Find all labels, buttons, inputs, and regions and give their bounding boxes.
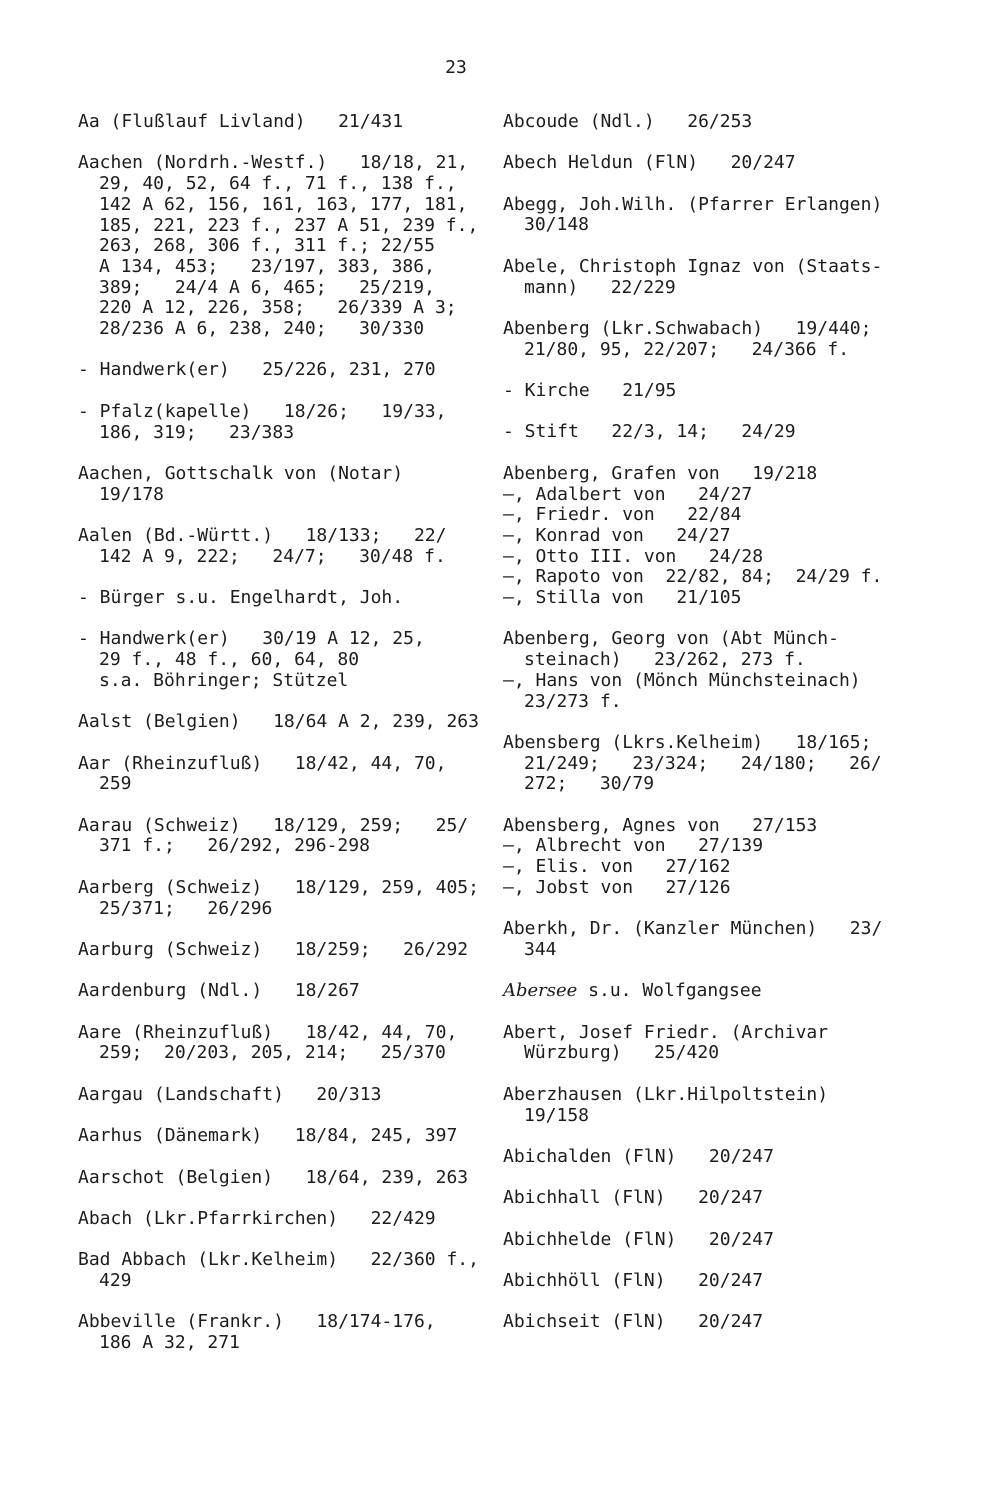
entry-line: - Kirche 21/95 — [503, 380, 677, 402]
entry-line: 19/178 — [99, 483, 165, 505]
entry-line: 21/80, 95, 22/207; 24/366 f. — [524, 338, 850, 360]
entry-line: - Handwerk(er) 25/226, 231, 270 — [78, 359, 436, 381]
index-entry — [78, 1085, 498, 1106]
index-entry — [78, 1250, 498, 1291]
entry-line: 186 A 32, 271 — [99, 1332, 240, 1354]
index-entry — [78, 402, 498, 443]
index-entry — [503, 1230, 923, 1251]
index-entry — [503, 1085, 923, 1126]
entry-line: - Stift 22/3, 14; 24/29 — [503, 421, 796, 443]
index-entry — [78, 1312, 498, 1353]
entry-line: 186, 319; 23/383 — [99, 421, 295, 443]
entry-line: —, Friedr. von 22/84 — [503, 504, 742, 526]
index-entry — [503, 1188, 923, 1209]
entry-line: Abichhöll (FlN) 20/247 — [503, 1270, 764, 1292]
entry-line: —, Hans von (Mönch Münchsteinach) — [503, 669, 861, 691]
entry-line: Würzburg) 25/420 — [524, 1042, 720, 1064]
entry-line: Abech Heldun (FlN) 20/247 — [503, 152, 796, 174]
entry-line: 29 f., 48 f., 60, 64, 80 — [99, 649, 360, 671]
index-entry — [78, 464, 498, 505]
entry-line: 21/249; 23/324; 24/180; 26/ — [524, 752, 882, 774]
index-entry — [503, 319, 923, 360]
entry-line: 272; 30/79 — [524, 773, 655, 795]
entry-line: Abach (Lkr.Pfarrkirchen) 22/429 — [78, 1207, 436, 1229]
index-entry — [78, 754, 498, 795]
entry-line: Aarburg (Schweiz) 18/259; 26/292 — [78, 938, 469, 960]
entry-line: Aalen (Bd.-Württ.) 18/133; 22/ — [78, 524, 447, 546]
entry-line: —, Konrad von 24/27 — [503, 524, 731, 546]
entry-line: Abenberg, Georg von (Abt Münch- — [503, 628, 839, 650]
index-entry — [503, 1271, 923, 1292]
entry-line: —, Jobst von 27/126 — [503, 876, 731, 898]
index-entry — [503, 981, 923, 1002]
index-entry — [78, 878, 498, 919]
entry-line: 263, 268, 306 f., 311 f.; 22/55 — [99, 235, 435, 257]
entry-line: Aarau (Schweiz) 18/129, 259; 25/ — [78, 814, 469, 836]
entry-line: - Handwerk(er) 30/19 A 12, 25, — [78, 628, 425, 650]
entry-line: 220 A 12, 226, 358; 26/339 A 3; — [99, 297, 457, 319]
entry-line: Abichalden (FlN) 20/247 — [503, 1145, 774, 1167]
index-entry — [78, 816, 498, 857]
entry-line: Abcoude (Ndl.) 26/253 — [503, 111, 753, 132]
entry-line: 259 — [99, 773, 132, 795]
entry-line: Abegg, Joh.Wilh. (Pfarrer Erlangen) — [503, 193, 883, 215]
index-entry — [503, 629, 923, 712]
entry-line: Abert, Josef Friedr. (Archivar — [503, 1021, 829, 1043]
entry-line: mann) 22/229 — [524, 276, 676, 298]
entry-line: Aarhus (Dänemark) 18/84, 245, 397 — [78, 1125, 458, 1147]
entry-line: Aare (Rheinzufluß) 18/42, 44, 70, — [78, 1021, 458, 1043]
entry-line: Aalst (Belgien) 18/64 A 2, 239, 263 — [78, 711, 479, 733]
index-entry — [503, 112, 923, 133]
entry-line: Abenberg, Grafen von 19/218 — [503, 462, 818, 484]
entry-line: 429 — [99, 1270, 132, 1292]
entry-line: - Pfalz(kapelle) 18/26; 19/33, — [78, 400, 447, 422]
entry-line: 142 A 62, 156, 161, 163, 177, 181, — [99, 193, 468, 215]
entry-line: —, Adalbert von 24/27 — [503, 483, 753, 505]
entry-line: Aachen, Gottschalk von (Notar) — [78, 462, 404, 484]
index-column-left — [78, 112, 498, 1375]
entry-line: —, Rapoto von 22/82, 84; 24/29 f. — [503, 566, 883, 588]
entry-line: Abele, Christoph Ignaz von (Staats- — [503, 255, 883, 277]
entry-line: Abichseit (FlN) 20/247 — [503, 1311, 764, 1333]
index-entry — [78, 981, 498, 1002]
entry-line: —, Stilla von 21/105 — [503, 587, 742, 609]
index-entry — [503, 1147, 923, 1168]
entry-line: 344 — [524, 938, 557, 960]
entry-line: 142 A 9, 222; 24/7; 30/48 f. — [99, 545, 446, 567]
entry-line: 185, 221, 223 f., 237 A 51, 239 f., — [99, 214, 479, 236]
index-entry — [78, 1209, 498, 1230]
index-entry — [78, 1126, 498, 1147]
index-entry — [503, 422, 923, 443]
index-entry — [503, 153, 923, 174]
index-entry — [503, 257, 923, 298]
index-entry — [503, 816, 923, 899]
page-number: 23 — [445, 57, 467, 78]
entry-line: Abbeville (Frankr.) 18/174-176, — [78, 1311, 436, 1333]
index-column-right — [503, 112, 923, 1354]
entry-line: Aarschot (Belgien) 18/64, 239, 263 — [78, 1166, 469, 1188]
entry-line: 19/158 — [524, 1104, 590, 1126]
index-entry — [503, 1023, 923, 1064]
entry-line: Aa (Flußlauf Livland) 21/431 — [78, 111, 404, 132]
entry-line: Aar (Rheinzufluß) 18/42, 44, 70, — [78, 752, 447, 774]
entry-line: steinach) 23/262, 273 f. — [524, 649, 806, 671]
entry-line: Aachen (Nordrh.-Westf.) 18/18, 21, — [78, 152, 469, 174]
entry-line: Abenberg (Lkr.Schwabach) 19/440; — [503, 317, 872, 339]
entry-line: 23/273 f. — [524, 690, 622, 712]
index-entry — [503, 464, 923, 609]
index-entry — [503, 381, 923, 402]
entry-line: 30/148 — [524, 214, 590, 236]
entry-line: —, Elis. von 27/162 — [503, 856, 731, 878]
entry-line: Aargau (Landschaft) 20/313 — [78, 1083, 382, 1105]
entry-line: Aberkh, Dr. (Kanzler München) 23/ — [503, 918, 883, 940]
entry-line — [503, 981, 923, 1002]
entry-line: Aberzhausen (Lkr.Hilpoltstein) — [503, 1083, 829, 1105]
index-entry — [78, 1168, 498, 1189]
index-entry — [503, 919, 923, 960]
entry-italic-term: Abersee — [503, 980, 578, 1002]
entry-line: s.a. Böhringer; Stützel — [99, 669, 349, 691]
index-entry — [503, 1312, 923, 1333]
index-entry — [78, 153, 498, 339]
entry-line: 28/236 A 6, 238, 240; 30/330 — [99, 318, 425, 340]
entry-line: - Bürger s.u. Engelhardt, Joh. — [78, 587, 404, 609]
index-entry — [503, 195, 923, 236]
index-entry — [503, 733, 923, 795]
entry-line: Abichhelde (FlN) 20/247 — [503, 1228, 774, 1250]
entry-line: 25/371; 26/296 — [99, 897, 273, 919]
index-entry — [78, 940, 498, 961]
entry-line: Aarberg (Schweiz) 18/129, 259, 405; — [78, 876, 479, 898]
entry-line: Bad Abbach (Lkr.Kelheim) 22/360 f., — [78, 1249, 479, 1271]
index-entry — [78, 360, 498, 381]
entry-line: —, Albrecht von 27/139 — [503, 835, 764, 857]
index-entry — [78, 588, 498, 609]
index-entry — [78, 712, 498, 733]
entry-line: 259; 20/203, 205, 214; 25/370 — [99, 1042, 446, 1064]
index-entry — [78, 1023, 498, 1064]
entry-line: 29, 40, 52, 64 f., 71 f., 138 f., — [99, 173, 457, 195]
index-entry — [78, 112, 498, 133]
entry-line: Abichhall (FlN) 20/247 — [503, 1187, 764, 1209]
entry-line: —, Otto III. von 24/28 — [503, 545, 764, 567]
entry-line: A 134, 453; 23/197, 383, 386, — [99, 255, 435, 277]
entry-line: Abensberg (Lkrs.Kelheim) 18/165; — [503, 731, 872, 753]
entry-reference: s.u. Wolfgangsee — [577, 980, 762, 1002]
entry-line: 371 f.; 26/292, 296-298 — [99, 835, 370, 857]
index-entry — [78, 526, 498, 567]
entry-line: 389; 24/4 A 6, 465; 25/219, — [99, 276, 435, 298]
entry-line: Abensberg, Agnes von 27/153 — [503, 814, 818, 836]
index-entry — [78, 629, 498, 691]
entry-line: Aardenburg (Ndl.) 18/267 — [78, 980, 360, 1002]
